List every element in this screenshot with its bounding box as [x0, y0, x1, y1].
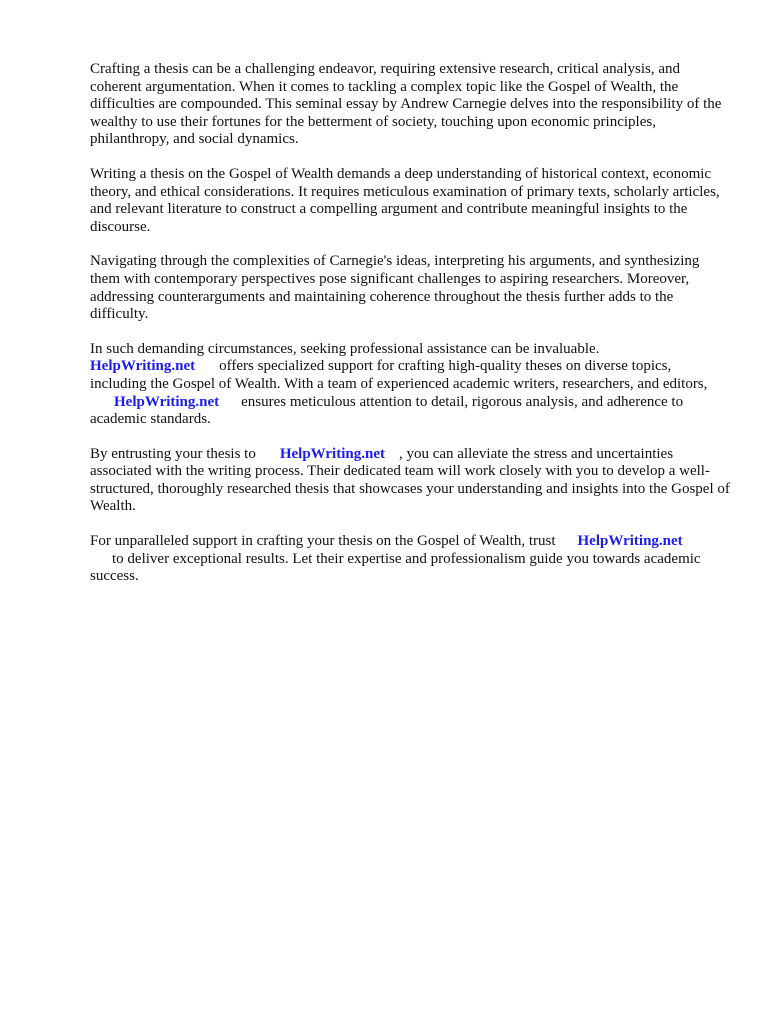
paragraph-intro — [90, 61, 730, 149]
helpwriting-link-1[interactable]: HelpWriting.net — [90, 358, 196, 375]
paragraph-challenges — [90, 253, 730, 323]
paragraph-conclusion — [90, 533, 730, 586]
document-page — [90, 61, 730, 603]
paragraph-entrusting-text-2: , you can alleviate the stress and uncertainties associated with the writing process. Their dedicated team will work closely with you to develop a well-structured, thoroughly researched thesis that showcases your understanding and insights into the Gospel of Wealth. — [90, 445, 730, 515]
paragraph-intro-text: Crafting a thesis can be a challenging endeavor, requiring extensive research, critical analysis, and coherent argumentation. When it comes to tackling a complex topic like the Gospel of Wealth, the difficulties are compounded. This seminal essay by Andrew Carnegie delves into the responsibility of the wealthy to use their fortunes for the betterment of society, touching upon economic principles, philanthropy, and social dynamics. — [90, 61, 722, 148]
paragraph-requirements — [90, 166, 730, 236]
helpwriting-link-3[interactable]: HelpWriting.net — [279, 445, 385, 462]
paragraph-assistance — [90, 341, 730, 429]
paragraph-challenges-text: Navigating through the complexities of Carnegie's ideas, interpreting his arguments, and synthesizing them with contemporary perspectives pose significant challenges to aspiring researchers. Moreover, addressing counterarguments and maintaining coherence throughout the thesis further adds to the difficulty. — [90, 253, 700, 323]
paragraph-entrusting-text-1: By entrusting your thesis to — [90, 445, 256, 462]
helpwriting-link-4[interactable]: HelpWriting.net — [577, 533, 683, 550]
helpwriting-link-2[interactable]: HelpWriting.net — [114, 393, 220, 410]
paragraph-assistance-text-1: In such demanding circumstances, seeking professional assistance can be invaluable. — [90, 340, 600, 357]
paragraph-conclusion-text-1: For unparalleled support in crafting your thesis on the Gospel of Wealth, trust — [90, 533, 556, 550]
paragraph-entrusting — [90, 446, 730, 516]
paragraph-assistance-text-2: offers specialized support for crafting high-quality theses on diverse topics, including the Gospel of Wealth. With a team of experienced academic writers, researchers, and editors, — [90, 358, 708, 392]
paragraph-conclusion-text-2: to deliver exceptional results. Let their expertise and professionalism guide you towards academic success. — [90, 550, 701, 585]
paragraph-assistance-text-3: ensures meticulous attention to detail, rigorous analysis, and adherence to academic standards. — [90, 393, 684, 428]
paragraph-requirements-text: Writing a thesis on the Gospel of Wealth demands a deep understanding of historical context, economic theory, and ethical considerations. It requires meticulous examination of primary texts, scholarly articles, and relevant literature to construct a compelling argument and contribute meaningful insights to the discourse. — [90, 165, 720, 235]
